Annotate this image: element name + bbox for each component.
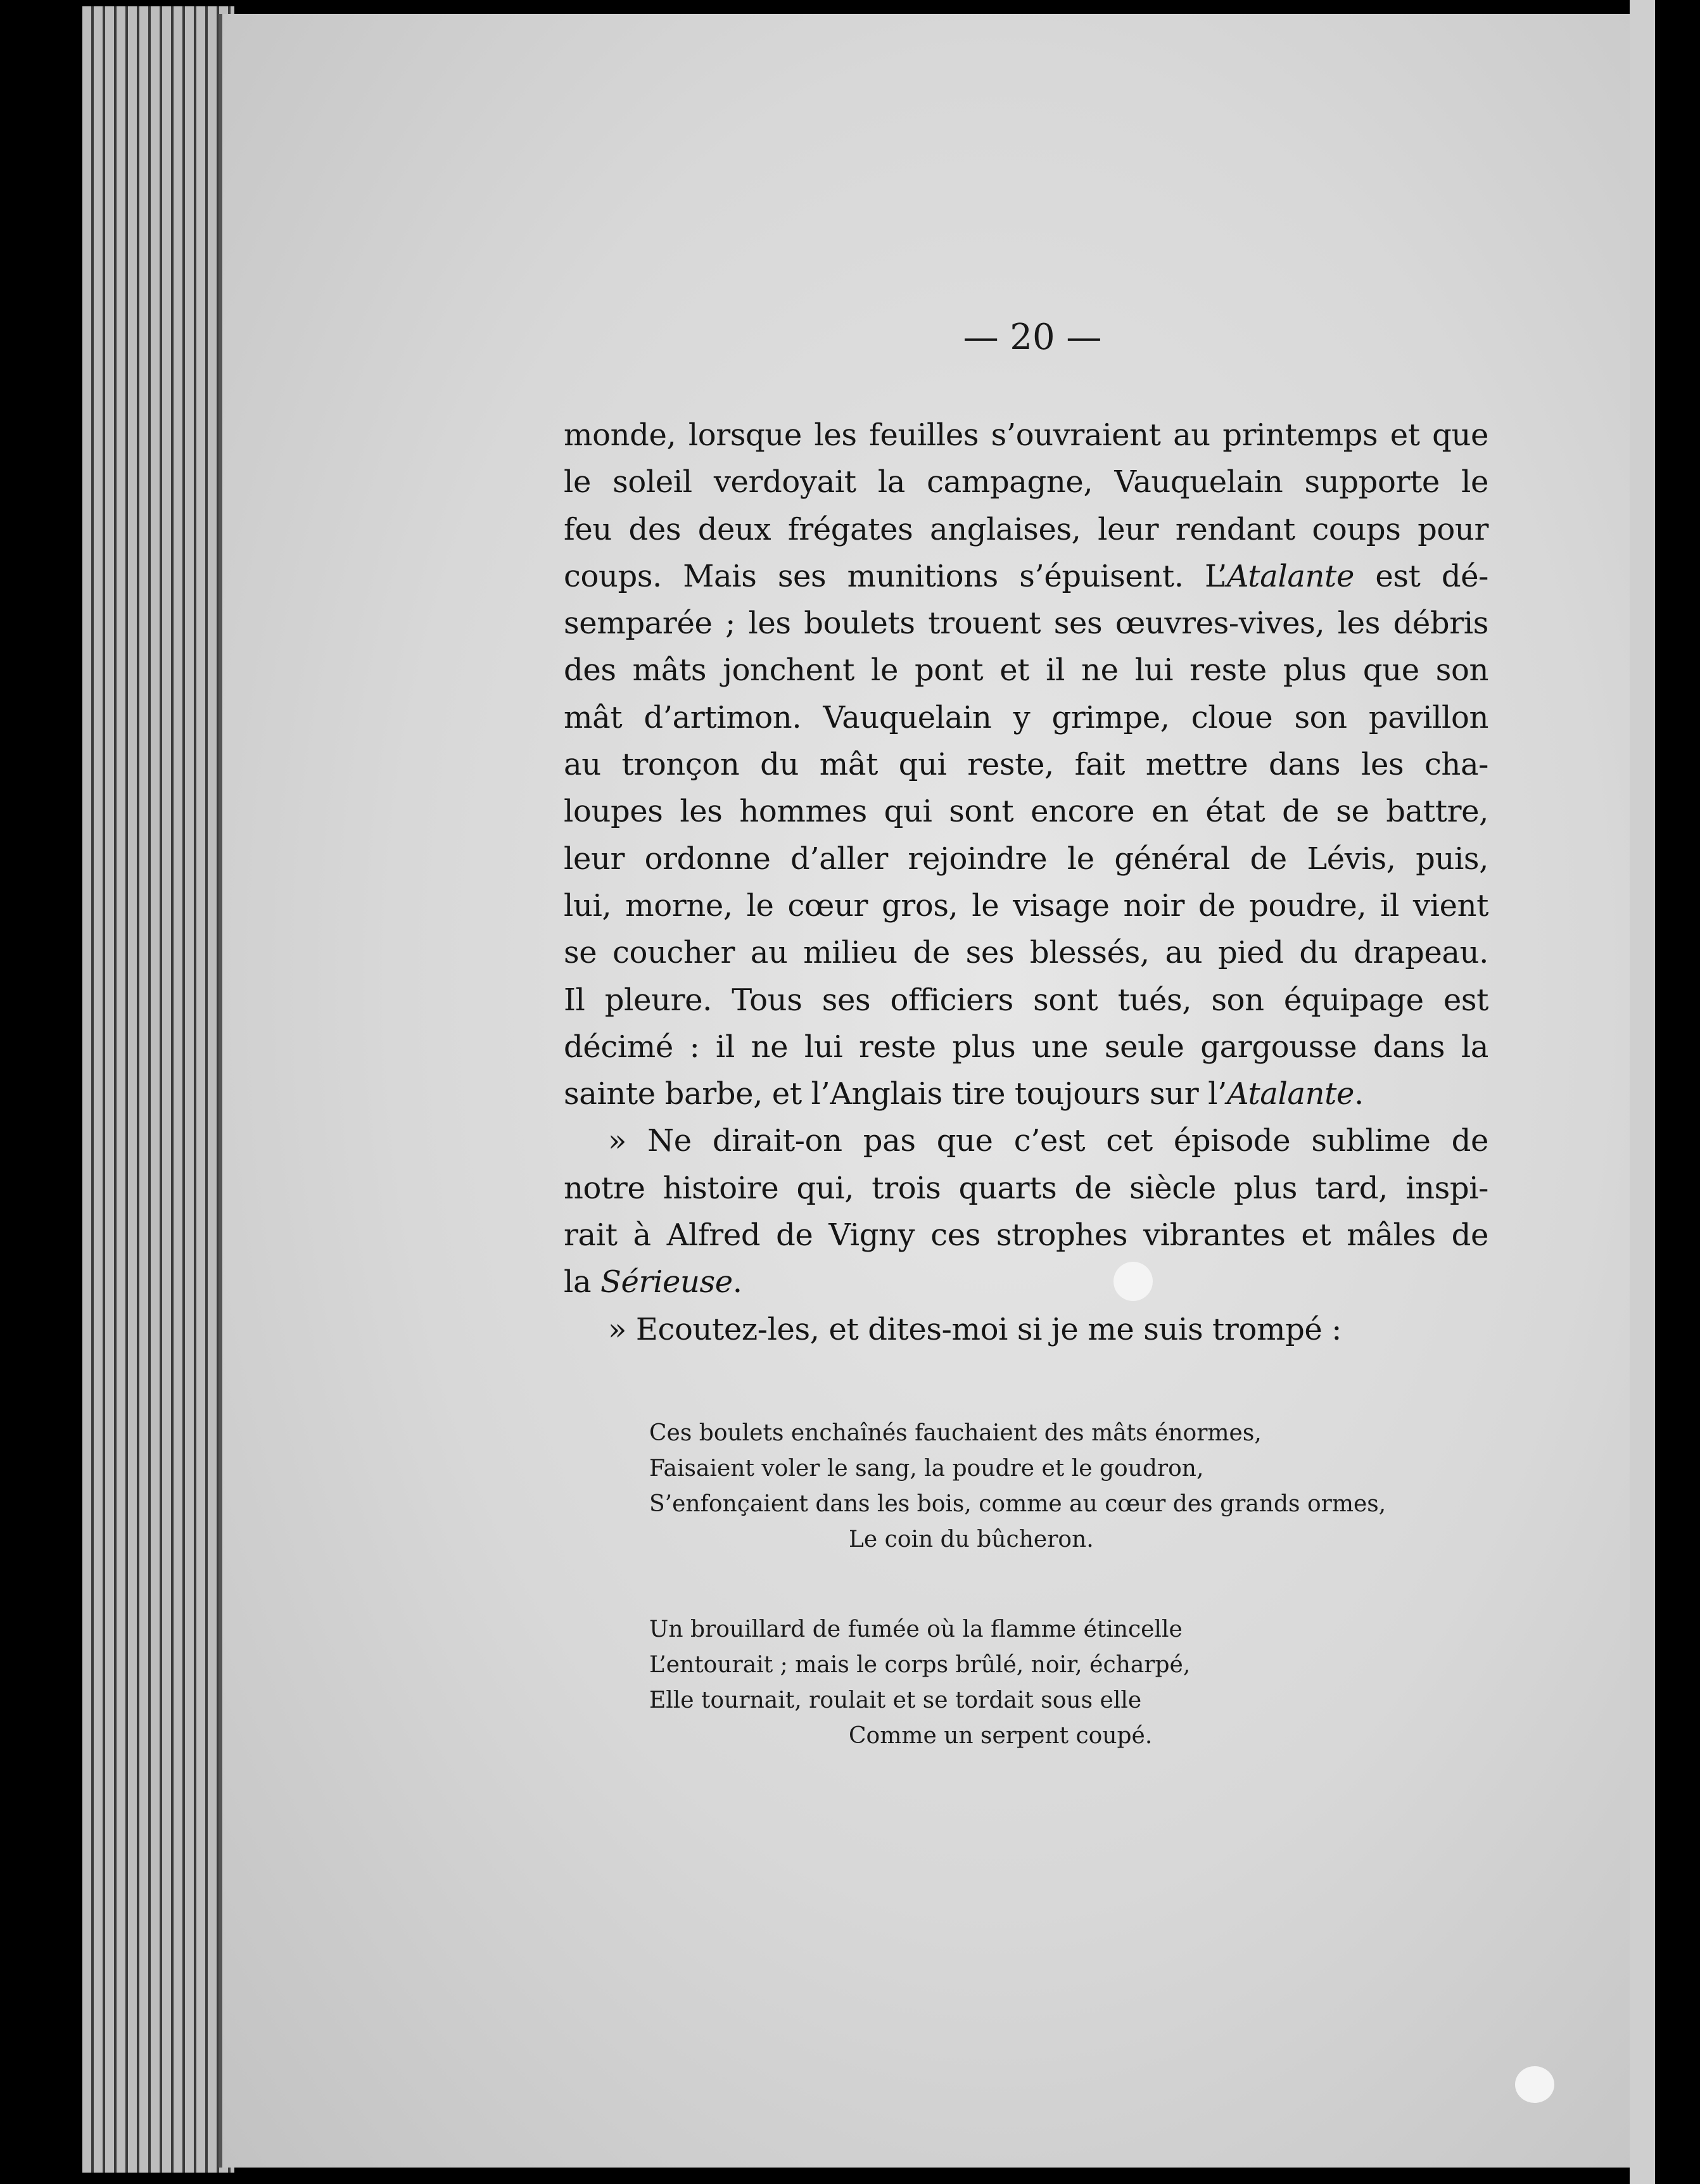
ship-name: Atalante bbox=[1226, 1076, 1355, 1112]
verse-line: Elle tournait, roulait et se tordait sous elle bbox=[649, 1687, 1142, 1713]
ship-name: Atalante bbox=[1226, 558, 1354, 594]
verse-stanza bbox=[649, 1416, 1473, 1558]
text-line: loupes les hommes qui sont encore en état de se battre, bbox=[564, 794, 1488, 830]
ship-name: Sérieuse bbox=[600, 1264, 733, 1300]
verse-line: Le coin du bûcheron. bbox=[849, 1527, 1094, 1552]
verse-line: Faisaient voler le sang, la poudre et le goudron, bbox=[649, 1456, 1204, 1482]
text-line: leur ordonne d’aller rejoindre le général de Lévis, puis, bbox=[564, 841, 1488, 877]
verse-line: Comme un serpent coupé. bbox=[849, 1723, 1153, 1749]
paper-blemish bbox=[1515, 2066, 1554, 2103]
verse-line: S’enfonçaient dans les bois, comme au cœur des grands ormes, bbox=[649, 1491, 1386, 1517]
text-line: des mâts jonchent le pont et il ne lui reste plus que son bbox=[564, 652, 1488, 689]
text-line: mât d’artimon. Vauquelain y grimpe, cloue son pavillon bbox=[564, 699, 1488, 735]
scan-border bbox=[1655, 0, 1700, 2184]
text-line: rait à Alfred de Vigny ces strophes vibrantes et mâles de bbox=[564, 1217, 1488, 1254]
text-line: feu des deux frégates anglaises, leur rendant coups pour bbox=[564, 511, 1488, 547]
verse-line: Un brouillard de fumée où la flamme étincelle bbox=[649, 1616, 1183, 1642]
body-text bbox=[564, 412, 1488, 1353]
verse-stanza bbox=[649, 1612, 1473, 1754]
text-line: sainte barbe, et l’Anglais tire toujours sur l’Atalante. bbox=[564, 1076, 1364, 1112]
text-line: Il pleure. Tous ses officiers sont tués, son équipage est bbox=[564, 982, 1488, 1018]
text-line: la Sérieuse. bbox=[564, 1264, 742, 1300]
text-line: » Ne dirait-on pas que c’est cet épisode sublime de bbox=[608, 1123, 1488, 1159]
verse-line: L’entourait ; mais le corps brûlé, noir, écharpé, bbox=[649, 1652, 1191, 1678]
book-page-edges bbox=[82, 6, 234, 2173]
text-line: lui, morne, le cœur gros, le visage noir de poudre, il vient bbox=[564, 887, 1488, 924]
text-line: notre histoire qui, trois quarts de siècle plus tard, inspi- bbox=[564, 1170, 1488, 1206]
text-line: le soleil verdoyait la campagne, Vauquelain supporte le bbox=[564, 464, 1488, 500]
text-line: se coucher au milieu de ses blessés, au pied du drapeau. bbox=[564, 935, 1488, 971]
text-line: monde, lorsque les feuilles s’ouvraient au printemps et que bbox=[564, 417, 1488, 453]
text-line: décimé : il ne lui reste plus une seule gargousse dans la bbox=[564, 1029, 1488, 1065]
text-line: coups. Mais ses munitions s’épuisent. L’Atalante est dé- bbox=[564, 558, 1488, 594]
text-line: semparée ; les boulets trouent ses œuvres-vives, les débris bbox=[564, 606, 1488, 642]
text-line: » Ecoutez-les, et dites-moi si je me suis trompé : bbox=[608, 1311, 1342, 1347]
verse-line: Ces boulets enchaînés fauchaient des mâts énormes, bbox=[649, 1420, 1262, 1446]
page-number: — 20 — bbox=[963, 317, 1102, 358]
text-line: au tronçon du mât qui reste, fait mettre dans les cha- bbox=[564, 747, 1488, 783]
facing-page-edge bbox=[1630, 0, 1655, 2184]
